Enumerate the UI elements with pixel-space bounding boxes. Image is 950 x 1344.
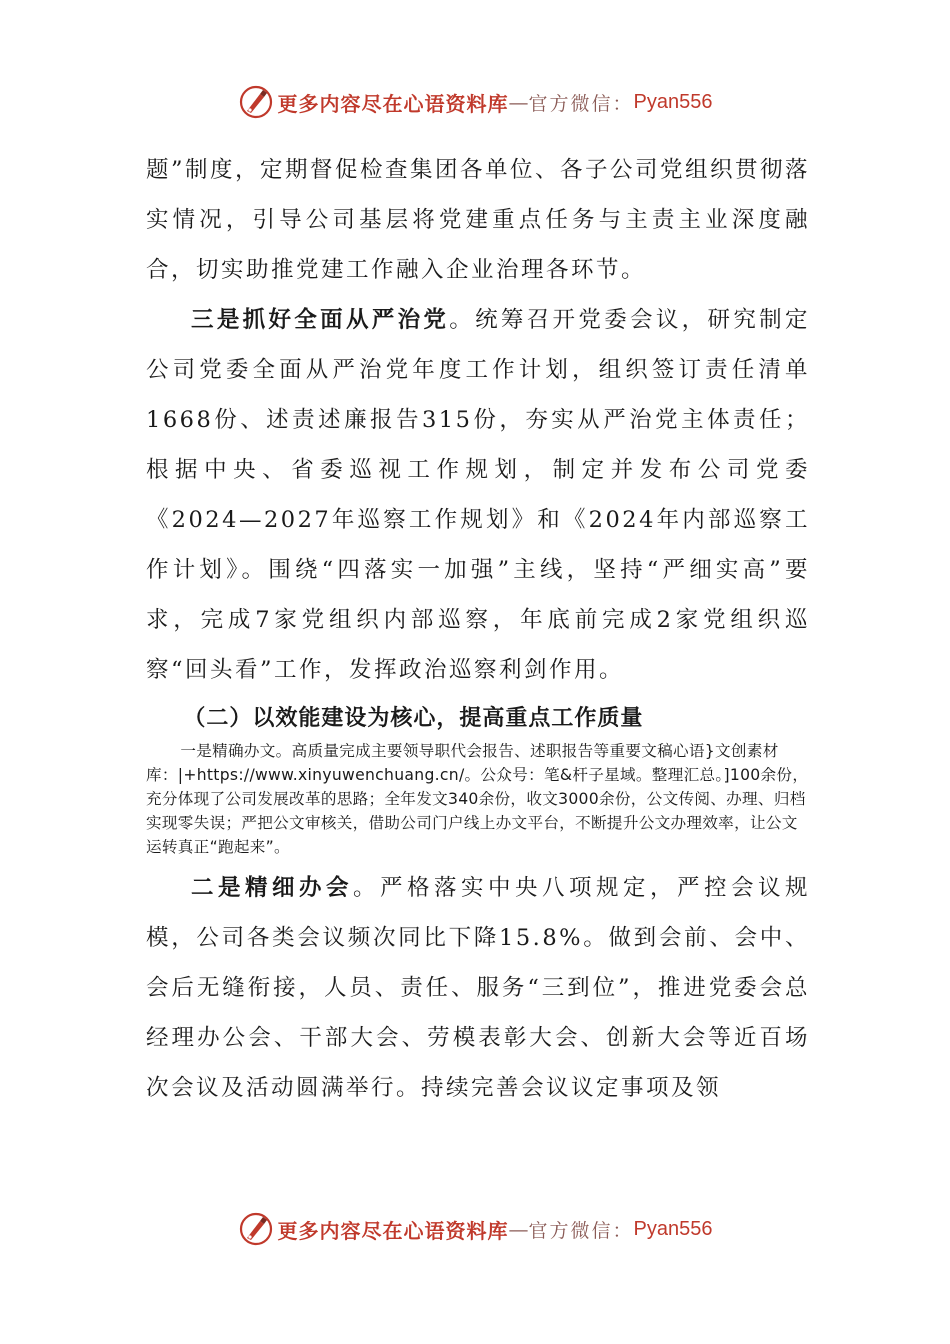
section-heading: （二）以效能建设为核心，提高重点工作质量: [183, 706, 644, 731]
document-body: [146, 145, 810, 1113]
header-banner: [0, 80, 950, 124]
paragraph-1: 题”制度，定期督促检查集团各单位、各子公司党组织贯彻落实情况，引导公司基层将党建重点任务与主责主业深度融合，切实助推党建工作融入企业治理各环节。: [146, 157, 811, 283]
paragraph-2-lead: 三是抓好全面从严治党: [191, 307, 450, 333]
footer-banner: [0, 1207, 950, 1251]
banner-wechat-id: Pyan556: [633, 90, 713, 113]
pen-nib-logo-icon: [238, 1211, 274, 1247]
paragraph-3: 一是精确办文。高质量完成主要领导职代会报告、述职报告等重要文稿心语}文创素材库：|+https://www.xinyuwenchuang.cn/。公众号：笔&杆子星域。整理汇总。]100余份，充分体现了公司发展改革的思路；全年发文340余份，收文3000余份，公文传阅、办理、归档实现零失误；严把公文审核关，借助公司门户线上办文平台，不断提升公文办理效率，让公文运转真正“跑起来”。: [146, 742, 809, 856]
footer-dash: —: [508, 1217, 529, 1241]
paragraph-4-text: 。严格落实中央八项规定，严控会议规模，公司各类会议频次同比下降15.8%。做到会前、会中、会后无缝衔接，人员、责任、服务“三到位”，推进党委会总经理办公会、干部大会、劳模表彰大会、创新大会等近百场次会议及活动圆满举行。持续完善会议议定事项及领: [146, 875, 810, 1101]
banner-site-text: 更多内容尽在心语资料库: [277, 91, 509, 116]
banner-dash: —: [508, 90, 529, 114]
paragraph-2-text: 。统筹召开党委会议，研究制定公司党委全面从严治党年度工作计划，组织签订责任清单1668份、述责述廉报告315份，夯实从严治党主体责任；根据中央、省委巡视工作规划，制定并发布公司党委《2024—2027年巡察工作规划》和《2024年内部巡察工作计划》。围绕“四落实一加强”主线，坚持“严细实高”要求，完成7家党组织内部巡察，年底前完成2家党组织巡察“回头看”工作，发挥政治巡察利剑作用。: [146, 307, 810, 683]
footer-wechat-label: 官方微信：: [528, 1219, 634, 1242]
banner-wechat-label: 官方微信：: [528, 92, 634, 115]
footer-wechat-id: Pyan556: [633, 1217, 713, 1240]
paragraph-2: [146, 295, 810, 695]
paragraph-4-lead: 二是精细办会: [191, 875, 353, 901]
footer-site-text: 更多内容尽在心语资料库: [277, 1218, 509, 1243]
paragraph-4: [146, 863, 810, 1113]
pen-nib-logo-icon: [238, 84, 274, 120]
